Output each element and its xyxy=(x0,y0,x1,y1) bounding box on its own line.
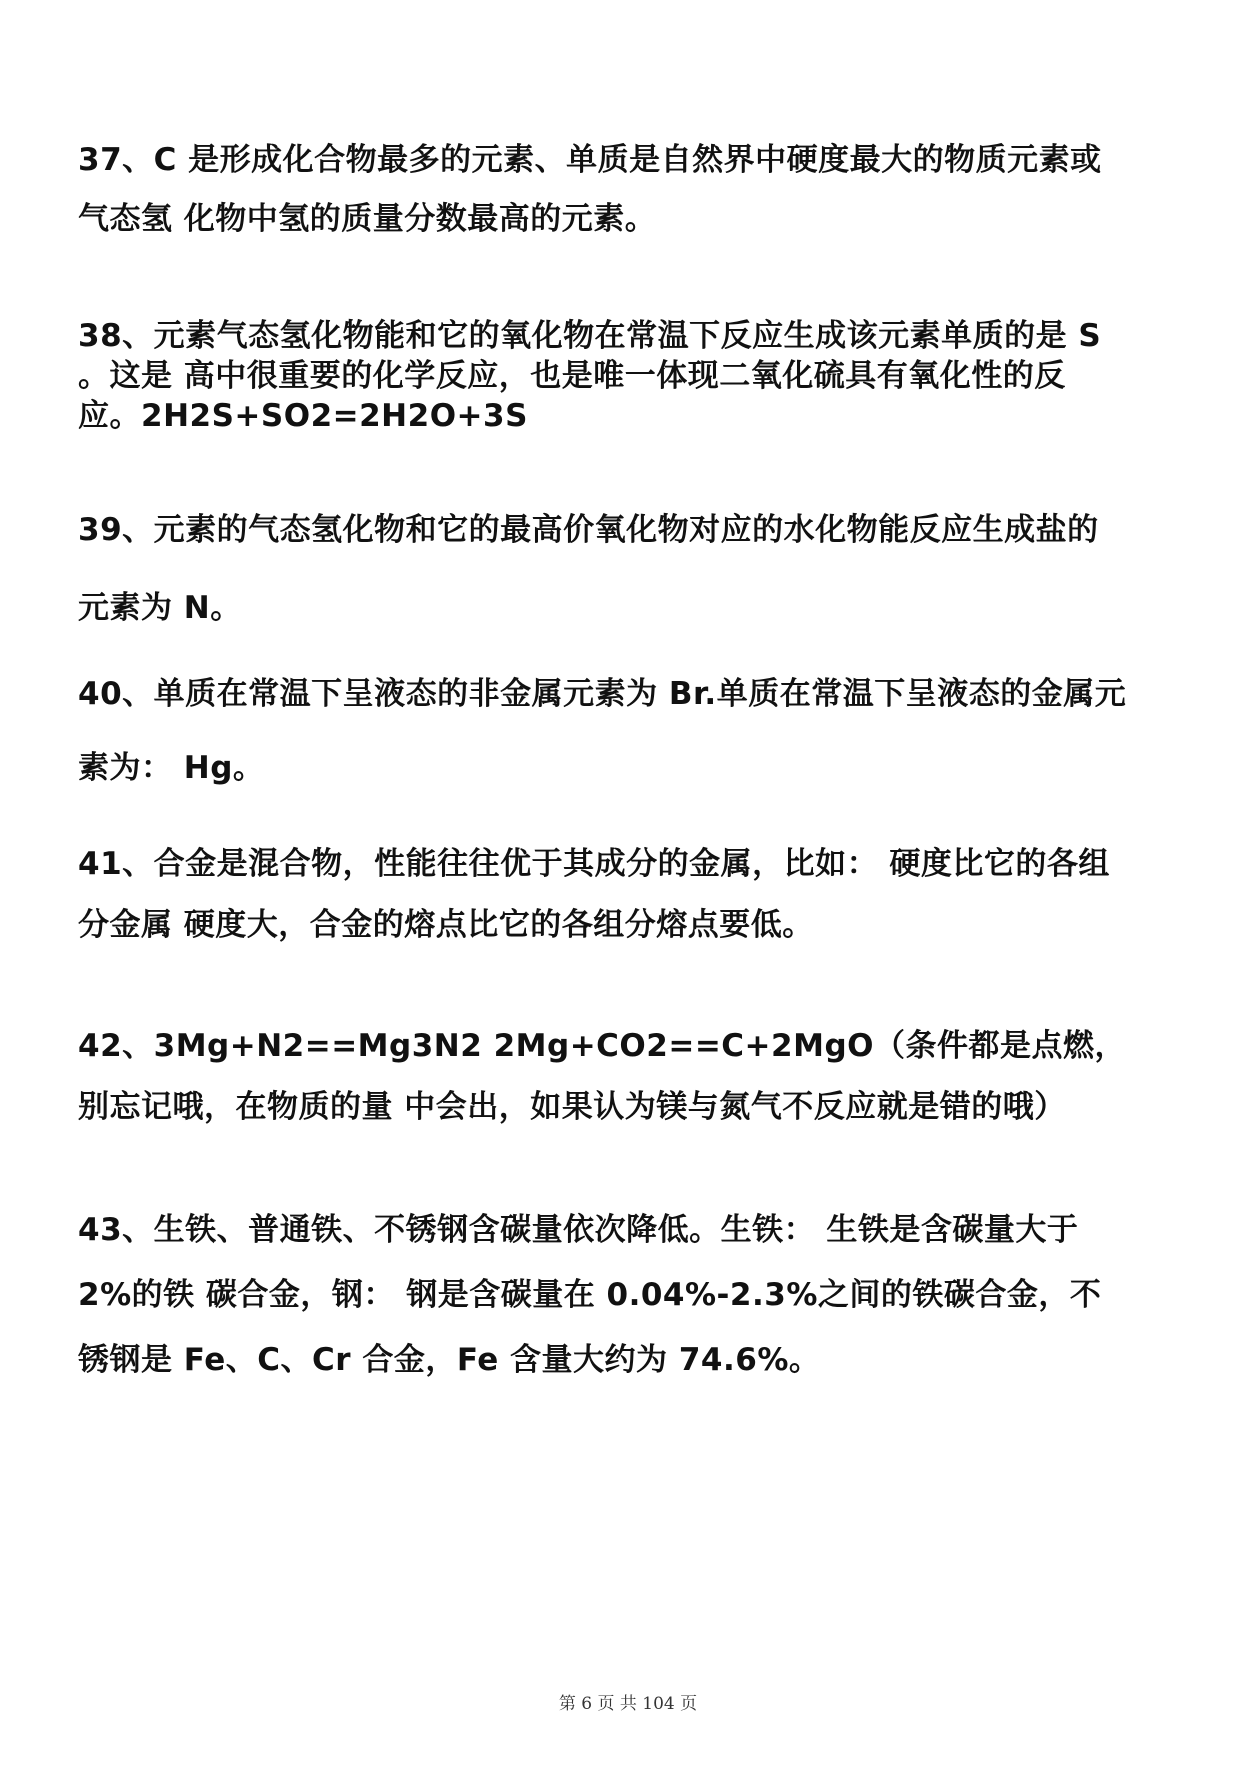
item-39-line-2: 元素为 N。 xyxy=(78,590,242,626)
item-40-line-1: 40、单质在常温下呈液态的非金属元素为 Br.单质在常温下呈液态的金属元 xyxy=(78,676,1127,712)
item-41-line-2: 分金属 硬度大，合金的熔点比它的各组分熔点要低。 xyxy=(78,907,814,943)
item-42-line-2: 别忘记哦，在物质的量 中会出，如果认为镁与氮气不反应就是错的哦） xyxy=(78,1089,1066,1125)
item-40-line-2: 素为： Hg。 xyxy=(78,750,265,786)
item-38-line-1: 38、元素气态氢化物能和它的氧化物在常温下反应生成该元素单质的是 S xyxy=(78,318,1102,354)
item-42-line-1: 42、3Mg+N2==Mg3N2 2Mg+CO2==C+2MgO（条件都是点燃， xyxy=(78,1028,1126,1064)
item-39-line-1: 39、元素的气态氢化物和它的最高价氧化物对应的水化物能反应生成盐的 xyxy=(78,512,1099,548)
item-43-line-2: 2%的铁 碳合金，钢： 钢是含碳量在 0.04%-2.3%之间的铁碳合金，不 xyxy=(78,1277,1102,1313)
item-43-line-1: 43、生铁、普通铁、不锈钢含碳量依次降低。生铁： 生铁是含碳量大于 xyxy=(78,1212,1079,1248)
item-37-line-1: 37、C 是形成化合物最多的元素、单质是自然界中硬度最大的物质元素或 xyxy=(78,142,1102,178)
item-38-line-2: 。这是 高中很重要的化学反应，也是唯一体现二氧化硫具有氧化性的反 xyxy=(78,358,1066,394)
page-number-footer: 第 6 页 共 104 页 xyxy=(558,1694,698,1714)
item-38-line-3: 应。2H2S+SO2=2H2O+3S xyxy=(78,398,528,434)
item-41-line-1: 41、合金是混合物，性能往往优于其成分的金属，比如： 硬度比它的各组 xyxy=(78,846,1110,882)
item-37-line-2: 气态氢 化物中氢的质量分数最高的元素。 xyxy=(78,201,657,237)
item-43-line-3: 锈钢是 Fe、C、Cr 合金，Fe 含量大约为 74.6%。 xyxy=(78,1342,821,1378)
